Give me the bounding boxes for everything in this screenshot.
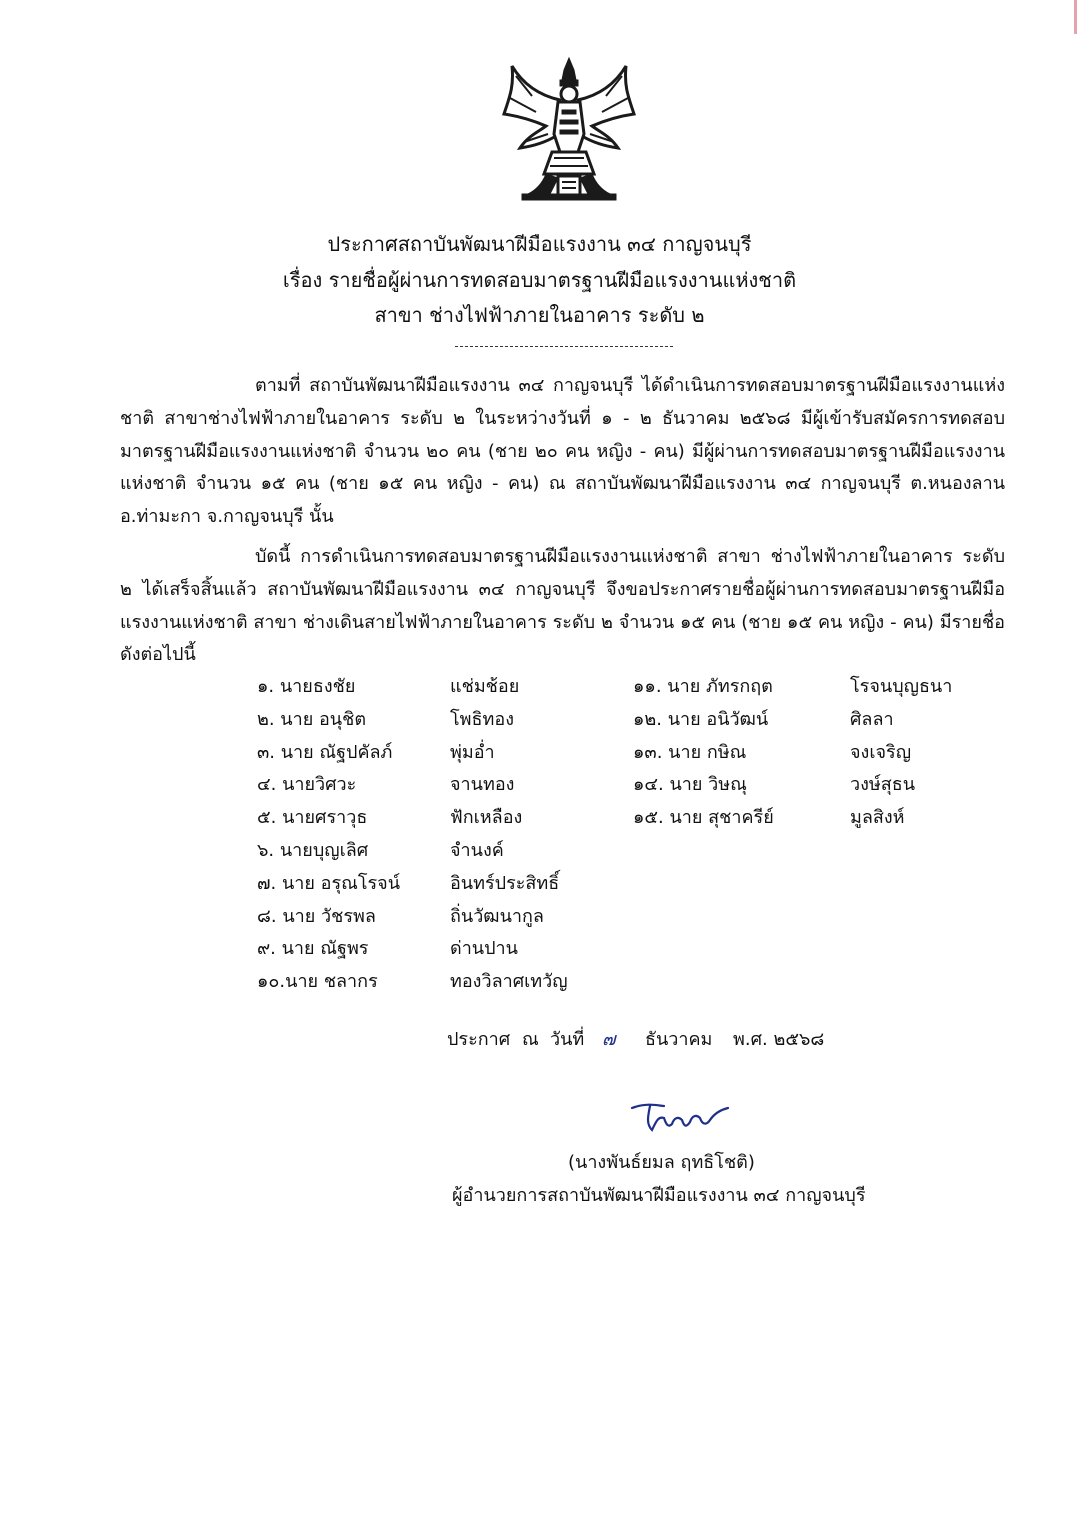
person-surname: อินทร์ประสิทธิ์: [450, 872, 560, 894]
person-surname: ศิลลา: [850, 708, 894, 730]
body-paragraph-1: [120, 370, 1005, 534]
person-surname: มูลสิงห์: [850, 807, 905, 829]
person-title-firstname: ๑๒. นาย อนิวัฒน์: [633, 708, 769, 730]
at-word: ณ: [522, 1029, 539, 1050]
announcement-title: ประกาศสถาบันพัฒนาฝีมือแรงงาน ๓๔ กาญจนบุรี: [327, 232, 752, 256]
body-paragraph-1-text: ตามที่ สถาบันพัฒนาฝีมือแรงงาน ๓๔ กาญจนบุรี ได้ดำเนินการทดสอบมาตรฐานฝีมือแรงงานแห่งชาติ สาขาช่างไฟฟ้าภายในอาคาร ระดับ ๒ ในระหว่างวันที่ ๑ - ๒ ธันวาคม ๒๕๖๘ มีผู้เข้ารับสมัครการทดสอบมาตรฐานฝีมือแรงงานแห่งชาติ จำนวน ๒๐ คน (ชาย ๒๐ คน หญิง - คน) มีผู้ผ่านการทดสอบมาตรฐานฝีมือแรงงานแห่งชาติ จำนวน ๑๕ คน (ชาย ๑๕ คน หญิง - คน) ณ สถาบันพัฒนาฝีมือแรงงาน ๓๔ กาญจนบุรี ต.หนองลาน อ.ท่ามะกา จ.กาญจนบุรี นั้น: [120, 375, 1005, 528]
person-title-firstname: ๑๓. นาย กษิณ: [633, 741, 747, 763]
name-list-row: [0, 737, 1079, 769]
name-list-row: [0, 933, 1079, 965]
person-title-firstname: ๙. นาย ณัฐพร: [257, 938, 369, 960]
name-list-row: [0, 868, 1079, 900]
person-title-firstname: ๒. นาย อนุชิต: [257, 708, 367, 730]
person-title-firstname: ๘. นาย วัชรพล: [257, 905, 376, 927]
person-surname: โรจนบุญธนา: [850, 676, 953, 697]
name-list-row: [0, 769, 1079, 801]
name-list-row: [0, 704, 1079, 736]
person-surname: พุ่มอ่ำ: [450, 741, 495, 763]
announcement-subject: เรื่อง รายชื่อผู้ผ่านการทดสอบมาตรฐานฝีมือแรงงานแห่งชาติ: [282, 268, 797, 292]
person-title-firstname: ๑๕. นาย สุชาครีย์: [633, 807, 774, 829]
person-surname: วงษ์สุธน: [850, 774, 916, 796]
name-list-row: [0, 671, 1079, 703]
person-title-firstname: ๑๐.นาย ชลากร: [257, 971, 378, 993]
person-surname: จานทอง: [450, 774, 515, 796]
person-title-firstname: ๑๑. นาย ภัทรกฤต: [633, 676, 773, 697]
person-title-firstname: ๑๔. นาย วิษณุ: [633, 774, 747, 796]
person-surname: ถิ่นวัฒนากูล: [450, 905, 544, 927]
edge-scan-mark: [1074, 0, 1077, 34]
person-surname: โพธิทอง: [450, 708, 514, 730]
garuda-emblem-icon: [502, 56, 636, 202]
person-surname: แช่มช้อย: [450, 676, 520, 697]
person-title-firstname: ๔. นายวิศวะ: [257, 774, 357, 796]
announce-day: ๗: [602, 1029, 616, 1050]
name-list-row: [0, 802, 1079, 834]
name-list-row: [0, 901, 1079, 933]
person-surname: ทองวิลาศเทวัญ: [450, 971, 568, 993]
dashed-divider: [455, 346, 673, 347]
person-title-firstname: ๖. นายบุญเลิศ: [257, 840, 369, 861]
body-paragraph-2-text: บัดนี้ การดำเนินการทดสอบมาตรฐานฝีมือแรงงานแห่งชาติ สาขา ช่างไฟฟ้าภายในอาคาร ระดับ ๒ ได้เสร็จสิ้นแล้ว สถาบันพัฒนาฝีมือแรงงาน ๓๔ กาญจนบุรี จึงขอประกาศรายชื่อผู้ผ่านการทดสอบมาตรฐานฝีมือแรงงานแห่งชาติ สาขา ช่างเดินสายไฟฟ้าภายในอาคาร ระดับ ๒ จำนวน ๑๕ คน (ชาย ๑๕ คน หญิง - คน) มีรายชื่อดังต่อไปนี้: [120, 546, 1005, 666]
body-paragraph-2: [120, 541, 1005, 672]
announcement-field-level: สาขา ช่างไฟฟ้าภายในอาคาร ระดับ ๒: [374, 303, 705, 327]
person-title-firstname: ๓. นาย ณัฐปคัลภ์: [257, 741, 393, 763]
handwritten-signature-icon: [630, 1098, 730, 1138]
name-list-row: [0, 835, 1079, 867]
person-title-firstname: ๕. นายศราวุธ: [257, 807, 368, 829]
name-list-row: [0, 966, 1079, 998]
signatory-title-text: ผู้อำนวยการสถาบันพัฒนาฝีมือแรงงาน ๓๔ กาญจนบุรี: [452, 1185, 866, 1206]
person-title-firstname: ๑. นายธงชัย: [257, 676, 356, 697]
announce-word: ประกาศ: [447, 1029, 511, 1050]
person-surname: จงเจริญ: [850, 741, 912, 763]
person-title-firstname: ๗. นาย อรุณโรจน์: [257, 872, 401, 894]
person-surname: ฟักเหลือง: [450, 807, 523, 829]
announce-month: ธันวาคม: [645, 1029, 713, 1050]
person-surname: ด่านปาน: [450, 938, 518, 960]
person-surname: จำนงค์: [450, 840, 504, 861]
announce-year: พ.ศ. ๒๕๖๘: [733, 1029, 825, 1050]
date-word: วันที่: [550, 1029, 585, 1050]
signatory-name-text: (นางพันธ์ยมล ฤทธิโชติ): [568, 1152, 755, 1173]
